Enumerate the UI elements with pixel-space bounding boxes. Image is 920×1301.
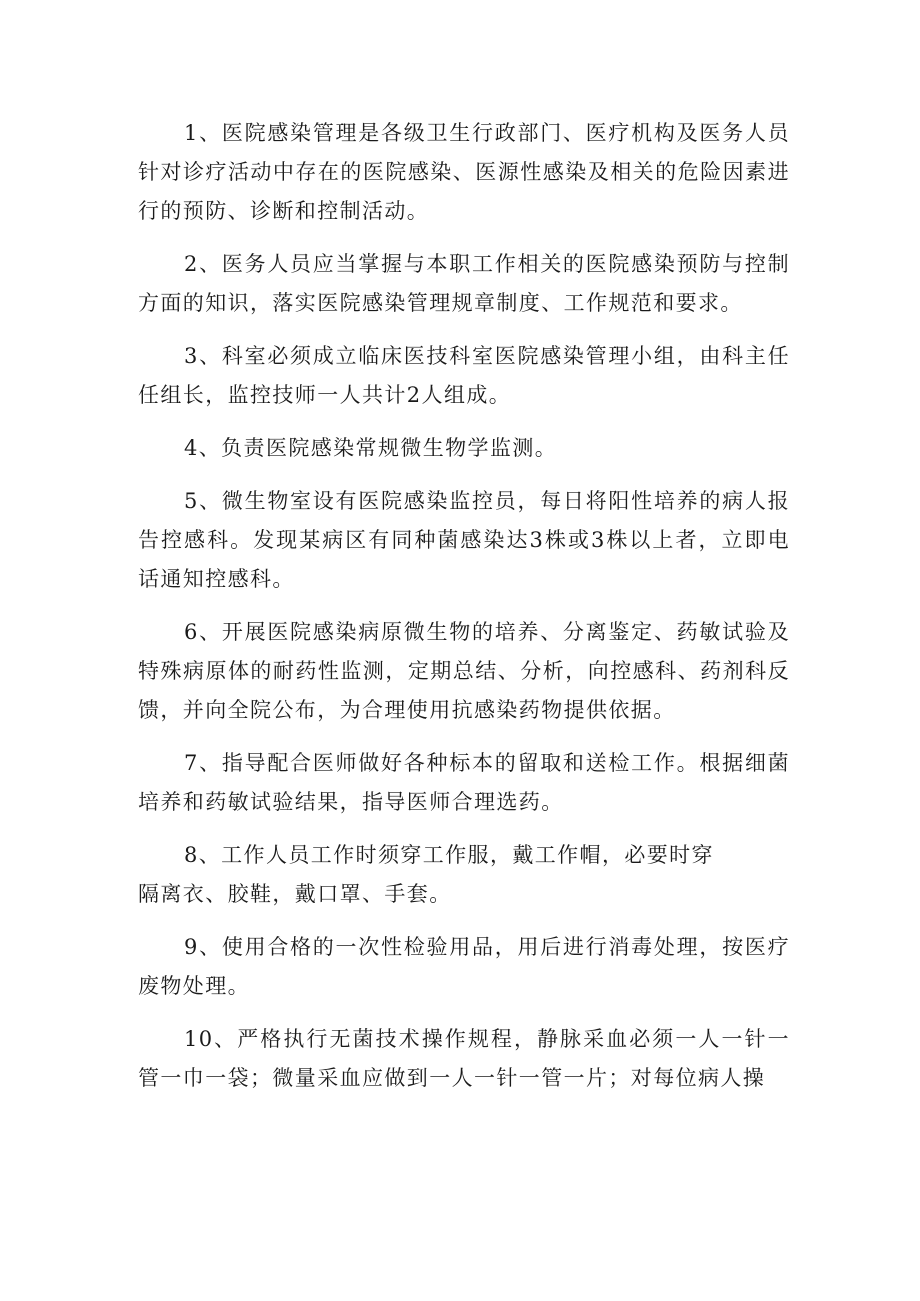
document-body (138, 114, 790, 1112)
paragraph-4: 4、负责医院感染常规微生物学监测。 (184, 436, 558, 460)
paragraph-7: 7、指导配合医师做好各种标本的留取和送检工作。根据细菌培养和药敏试验结果，指导医师合理选药。 (138, 751, 790, 814)
paragraph-2: 2、医务人员应当掌握与本职工作相关的医院感染预防与控制方面的知识，落实医院感染管理规章制度、工作规范和要求。 (138, 252, 790, 315)
paragraph-9: 9、使用合格的一次性检验用品，用后进行消毒处理，按医疗废物处理。 (138, 935, 790, 998)
paragraph-8-line-1: 8、工作人员工作时须穿工作服，戴工作帽，必要时穿 (184, 843, 714, 867)
paragraph-8 (138, 836, 790, 914)
paragraph-8-line-2: 隔离衣、胶鞋，戴口罩、手套。 (138, 882, 452, 906)
paragraph-10: 10、严格执行无菌技术操作规程，静脉采血必须一人一针一管一巾一袋；微量采血应做到一人一针一管一片；对每位病人操 (138, 1027, 790, 1090)
paragraph-6: 6、开展医院感染病原微生物的培养、分离鉴定、药敏试验及特殊病原体的耐药性监测，定期总结、分析，向控感科、药剂科反馈，并向全院公布，为合理使用抗感染药物提供依据。 (138, 620, 790, 722)
paragraph-5: 5、微生物室设有医院感染监控员，每日将阳性培养的病人报告控感科。发现某病区有同种菌感染达3株或3株以上者，立即电话通知控感科。 (138, 489, 790, 591)
paragraph-1: 1、医院感染管理是各级卫生行政部门、医疗机构及医务人员针对诊疗活动中存在的医院感染、医源性感染及相关的危险因素进行的预防、诊断和控制活动。 (138, 121, 790, 223)
paragraph-3: 3、科室必须成立临床医技科室医院感染管理小组，由科主任任组长，监控技师一人共计2人组成。 (138, 344, 790, 407)
